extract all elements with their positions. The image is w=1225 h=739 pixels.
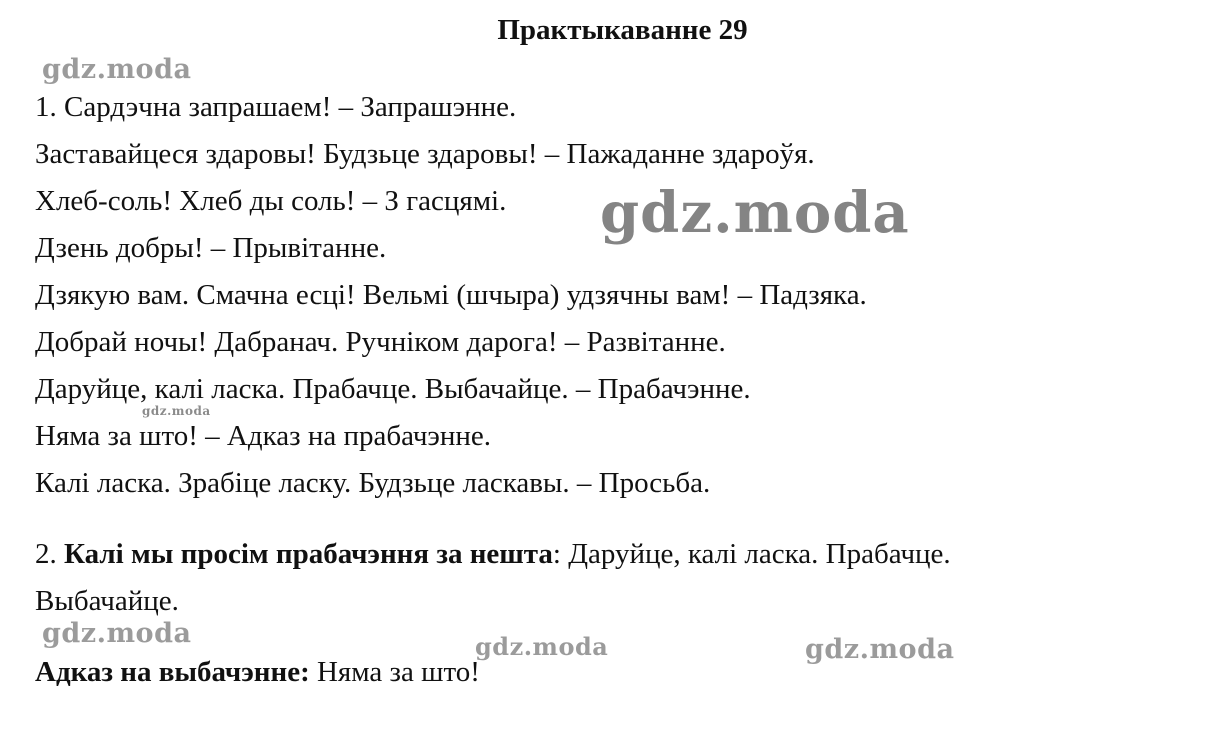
text-line-9: Калі ласка. Зрабіце ласку. Будзьце ласкавы. – Просьба.: [35, 467, 711, 499]
section2-rest: : Даруйце, калі ласка. Прабачце.: [552, 538, 951, 570]
text-line-7: Даруйце, калі ласка. Прабачце. Выбачайце. – Прабачэнне.: [35, 373, 751, 405]
watermark-center: gdz.moda: [600, 180, 910, 246]
answer-line: [35, 655, 480, 689]
section2-bold-phrase: Калі мы просім прабачэння за нешта: [64, 538, 553, 570]
text-line-3: Хлеб-соль! Хлеб ды соль! – З гасцямі.: [35, 185, 507, 217]
text-line-6: Добрай ночы! Дабранач. Ручніком дарога! – Развітанне.: [35, 326, 726, 358]
page-title: Практыкаванне 29: [497, 14, 748, 46]
text-line-8: Няма за што! – Адказ на прабачэнне.: [35, 420, 492, 452]
watermark-bottom-middle: gdz.moda: [475, 632, 609, 661]
answer-text: Няма за што!: [309, 656, 480, 688]
watermark-small: gdz.moda: [142, 404, 211, 418]
section2-line-2: Выбачайце.: [35, 585, 179, 617]
text-line-1: 1. Сардэчна запрашаем! – Запрашэнне.: [35, 91, 517, 123]
text-line-5: Дзякую вам. Смачна есці! Вельмі (шчыра) удзячны вам! – Падзяка.: [35, 279, 867, 311]
watermark-bottom-right: gdz.moda: [805, 634, 955, 665]
section2-number: 2.: [35, 538, 64, 570]
text-line-4: Дзень добры! – Прывітанне.: [35, 232, 387, 264]
watermark-top-left: gdz.moda: [42, 54, 192, 85]
answer-label: Адказ на выбачэнне:: [35, 656, 310, 688]
text-line-2: Заставайцеся здаровы! Будзьце здаровы! – Пажаданне здароўя.: [35, 138, 815, 170]
watermark-bottom-left: gdz.moda: [42, 618, 192, 649]
section2-line-1: [35, 537, 951, 571]
